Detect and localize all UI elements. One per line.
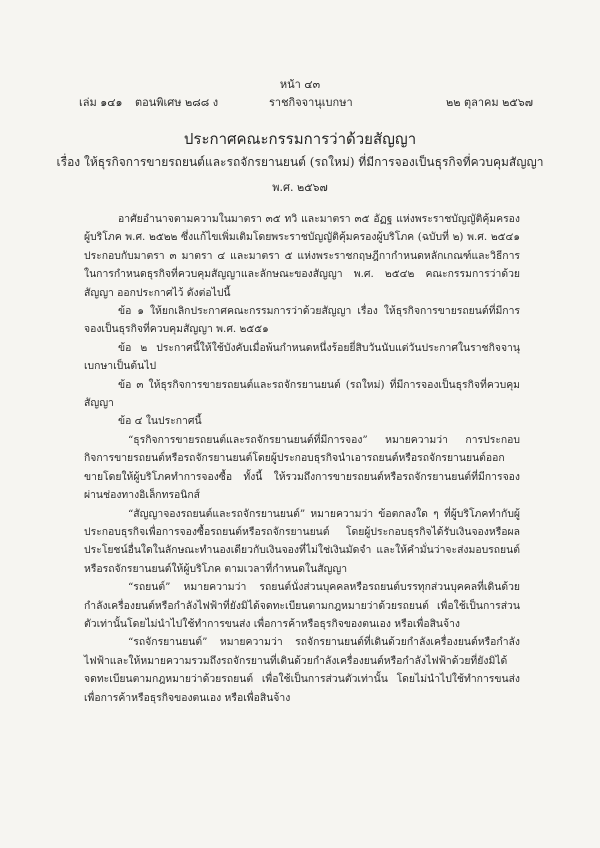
publication-date: ๒๒ ตุลาคม ๒๕๖๗: [446, 96, 533, 109]
definition-car: “รถยนต์” หมายความว่า รถยนต์นั่งส่วนบุคคลหรือรถยนต์บรรทุกส่วนบุคคลที่เดินด้วยกำลังเครื่องยนต์หรือกำลังไฟฟ้าที่ยังมิได้จดทะเบียนตามกฎหมายว่าด้วยรถยนต์ เพื่อใช้เป็นการส่วนตัวเท่านั้นโดยไม่นำไปใช้ทำการขนส่ง เพื่อการค้าหรือธุรกิจของตนเอง หรือเพื่อสินจ้าง: [84, 581, 520, 630]
definition-motorcycle: “รถจักรยานยนต์” หมายความว่า รถจักรยานยนต์ที่เดินด้วยกำลังเครื่องยนต์หรือกำลังไฟฟ้าและให้หมายความรวมถึงรถจักรยานที่เดินด้วยกำลังเครื่องยนต์หรือกำลังไฟฟ้าด้วยที่ยังมิได้จดทะเบียนตามกฎหมายว่าด้วยรถยนต์ เพื่อใช้เป็นการส่วนตัวเท่านั้น โดยไม่นำไปใช้ทำการขนส่ง เพื่อการค้าหรือธุรกิจของตนเอง หรือเพื่อสินจ้าง: [84, 636, 520, 704]
preamble-paragraph: อาศัยอำนาจตามความในมาตรา ๓๕ ทวิ และมาตรา ๓๕ อัฏฐ แห่งพระราชบัญญัติคุ้มครองผู้บริโภค พ.ศ. ๒๕๒๒ ซึ่งแก้ไขเพิ่มเติมโดยพระราชบัญญัติคุ้มครองผู้บริโภค (ฉบับที่ ๒) พ.ศ. ๒๕๔๑ ประกอบกับมาตรา ๓ มาตรา ๔ และมาตรา ๕ แห่งพระราชกฤษฎีกากำหนดหลักเกณฑ์และวิธีการในการกำหนดธุรกิจที่ควบคุมสัญญาและลักษณะของสัญญา พ.ศ. ๒๕๔๒ คณะกรรมการว่าด้วยสัญญา ออกประกาศไว้ ดังต่อไปนี้: [84, 213, 520, 299]
document-subject: เรื่อง ให้ธุรกิจการขายรถยนต์และรถจักรยานยนต์ (รถใหม่) ที่มีการจองเป็นธุรกิจที่ควบคุมสัญญา: [56, 155, 544, 169]
document-title: ประกาศคณะกรรมการว่าด้วยสัญญา: [183, 130, 417, 148]
issue-number: ตอนพิเศษ ๒๘๘ ง: [135, 96, 219, 109]
gazette-name: ราชกิจจานุเบกษา: [269, 96, 353, 109]
clause-4: ข้อ ๔ ในประกาศนี้: [118, 415, 202, 428]
clause-3: ข้อ ๓ ให้ธุรกิจการขายรถยนต์และรถจักรยานยนต์ (รถใหม่) ที่มีการจองเป็นธุรกิจที่ควบคุมสัญญา: [84, 378, 520, 410]
clause-2: ข้อ ๒ ประกาศนี้ให้ใช้บังคับเมื่อพ้นกำหนดหนึ่งร้อยยี่สิบวันนับแต่วันประกาศในราชกิจจานุเบกษาเป็นต้นไป: [84, 341, 520, 373]
volume-number: เล่ม ๑๔๑: [79, 96, 123, 109]
document-body: [84, 210, 520, 707]
clause-1: ข้อ ๑ ให้ยกเลิกประกาศคณะกรรมการว่าด้วยสัญญา เรื่อง ให้ธุรกิจการขายรถยนต์ที่มีการจองเป็นธุรกิจที่ควบคุมสัญญา พ.ศ. ๒๕๕๑: [84, 305, 520, 336]
page-number: หน้า ๔๓: [279, 78, 321, 91]
document-year: พ.ศ. ๒๕๖๗: [272, 181, 328, 194]
definition-reservation-contract: “สัญญาจองรถยนต์และรถจักรยานยนต์” หมายความว่า ข้อตกลงใด ๆ ที่ผู้บริโภคทำกับผู้ประกอบธุรกิจเพื่อการจองซื้อรถยนต์หรือรถจักรยานยนต์ โดยผู้ประกอบธุรกิจได้รับเงินจองหรือผลประโยชน์อื่นใดในลักษณะทำนองเดียวกับเงินจองที่ไม่ใช่เงินมัดจำ และให้คำมั่นว่าจะส่งมอบรถยนต์หรือรถจักรยานยนต์ให้ผู้บริโภค ตามเวลาที่กำหนดในสัญญา: [84, 507, 520, 575]
definition-reservation-business: “ธุรกิจการขายรถยนต์และรถจักรยานยนต์ที่มีการจอง” หมายความว่า การประกอบกิจการขายรถยนต์หรือรถจักรยานยนต์โดยผู้ประกอบธุรกิจนำเอารถยนต์หรือรถจักรยานยนต์ออกขายโดยให้ผู้บริโภคทำการจองซื้อ ทั้งนี้ ให้รวมถึงการขายรถยนต์หรือรถจักรยานยนต์ที่มีการจองผ่านช่องทางอิเล็กทรอนิกส์: [84, 433, 520, 502]
